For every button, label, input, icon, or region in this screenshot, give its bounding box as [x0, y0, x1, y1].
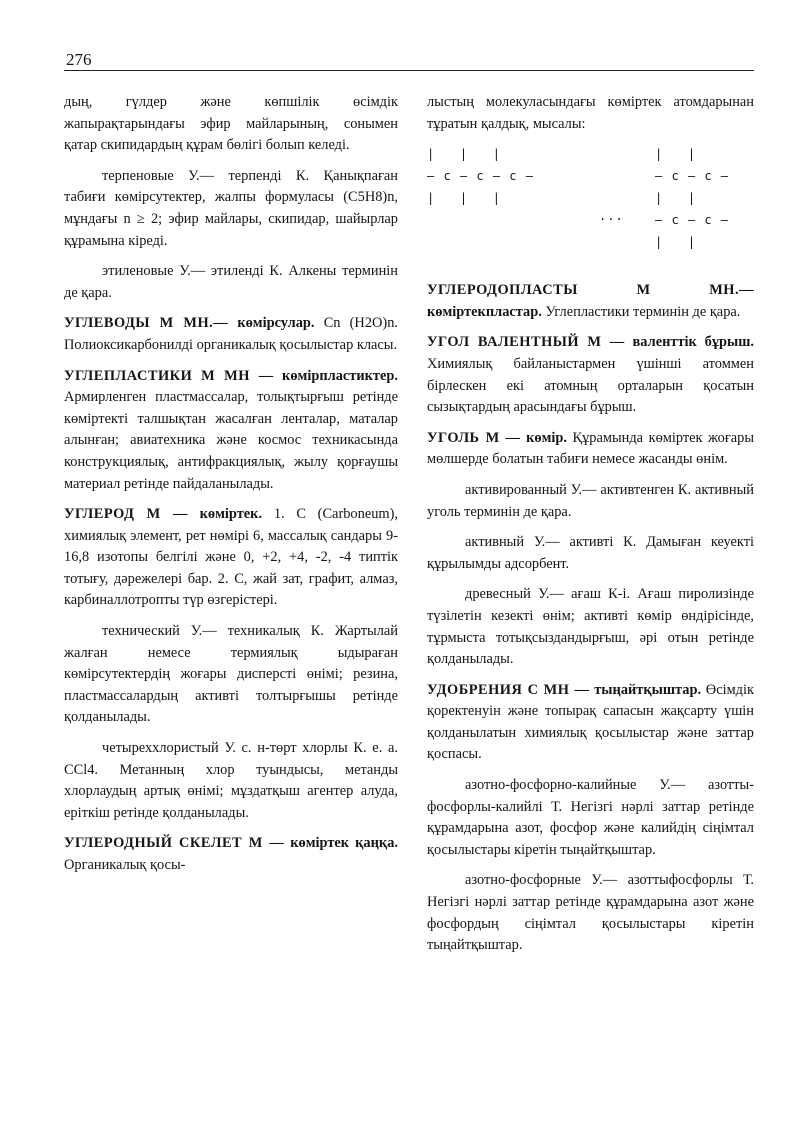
entry-translation: көмір.: [526, 429, 567, 446]
entry-translation: көміртекпластар.: [427, 303, 542, 320]
continued-text: [64, 92, 398, 157]
formula-ring-row2: — c — c —: [655, 213, 730, 228]
dictionary-entry: [427, 428, 754, 471]
sub-entry-term: активный У.—: [465, 534, 560, 551]
entry-headword: УГОЛ ВАЛЕНТНЫЙ М —: [427, 334, 625, 351]
entry-definition: Углепластики терминін де қара.: [545, 303, 741, 320]
right-column: [427, 92, 754, 966]
formula-ring-mid: | |: [655, 191, 697, 206]
dictionary-entry: [427, 280, 754, 323]
carbon-skeleton-formula: [427, 144, 754, 266]
sub-entry: [64, 166, 398, 252]
formula-chain-top: | | |: [427, 147, 502, 162]
dictionary-entry: [427, 332, 754, 418]
entry-definition: Құрамында көміртек жоғары мөлшерде болатын табиғи немесе жасанды өнім.: [427, 429, 754, 468]
entry-translation: көмірпластиктер.: [282, 367, 398, 384]
sub-entry-term: азотно-фосфорно-калийные У.—: [465, 777, 686, 794]
entry-translation: көмірсулар.: [237, 315, 315, 332]
sub-entry-term: четыреххлористый У. с.: [102, 740, 252, 757]
sub-entry: [427, 532, 754, 575]
sub-entry-term: этиленовые У.—: [102, 263, 206, 280]
sub-entry-definition: ағаш К-і. Ағаш пиролизінде түзілетін кезекті өнім; активті көмір өндірісінде, тұрмыста тотықсыздандырғыш, әрі отын ретінде қолданылады.: [427, 586, 754, 668]
sub-entry: [64, 738, 398, 824]
entry-headword: УГЛЕРОД М —: [64, 506, 188, 523]
entry-headword: УГЛЕРОДНЫЙ СКЕЛЕТ М —: [64, 835, 285, 852]
formula-chain-bot: | | |: [427, 191, 502, 206]
sub-entry-term: древесный У.—: [465, 586, 564, 603]
entry-headword: УГЛЕВОДЫ М МН.—: [64, 315, 229, 332]
dictionary-entry: [64, 504, 398, 612]
entry-headword: УГЛЕПЛАСТИКИ М МН —: [64, 367, 274, 384]
entry-translation: тыңайтқыштар.: [594, 681, 702, 698]
entry-headword: УГЛЕРОДОПЛАСТЫ М МН.—: [427, 282, 754, 299]
left-column: [64, 92, 398, 886]
sub-entry-term: азотно-фосфорные У.—: [465, 872, 618, 889]
formula-ring-top: | |: [655, 147, 697, 162]
entry-translation: көміртек қаңқа.: [290, 835, 398, 852]
sub-entry-definition: азоттыфосфорлы Т. Негізгі нәрлі заттар ретінде құрамдарына азот және фосфордың сіңімтал қосылыстары кіретін тыңайтқыштар.: [427, 872, 754, 954]
sub-entry: [427, 870, 754, 956]
sub-entry-term: технический У.—: [102, 623, 217, 640]
entry-definition: Армирленген пластмассалар, толықтырғыш ретінде көміртекті талшықтан жасалған ленталар, маталар алынған; авиатехника және космос техникасында конструкциялық, антифракциялық, жылу қорғаушы материал ретінде пайдаланылады.: [64, 389, 398, 492]
entry-definition: Өсімдік қоректенуін және топырақ сапасын жақсарту үшін қолданылатын химиялық қосылыстар және заттар қоспасы.: [427, 681, 754, 763]
entry-headword: УДОБРЕНИЯ С МН —: [427, 681, 590, 698]
sub-entry-term: терпеновые У.—: [102, 167, 214, 184]
sub-entry: [427, 480, 754, 523]
sub-entry: [64, 621, 398, 729]
continued-text: [427, 92, 754, 135]
sub-entry-definition: техникалық К. Жартылай жалған немесе термиялық ыдыраған көмірсутектердің жоғары дисперсті өнімі; резина, пластмассалардың активті толтырғышы ретінде қолданылады.: [64, 623, 398, 726]
entry-headword: УГОЛЬ М —: [427, 429, 521, 446]
entry-definition: Органикалық қосы-: [64, 857, 186, 873]
formula-ring-row1: — c — c —: [655, 169, 730, 184]
page-number: 276: [66, 50, 92, 69]
continued-text-content: лыстың молекуласындағы көміртек атомдарынан тұратын қалдық, мысалы:: [427, 94, 754, 132]
continued-text-content: дың, гүлдер және көпшілік өсімдік жапырақтарындағы эфир майларының, сонымен қатар скипидардың құрам бөлігі болып келеді.: [64, 94, 398, 154]
formula-ellipsis: ...: [599, 209, 624, 224]
sub-entry-definition: н-төрт хлорлы К. е. а. CCl4. Метанның хлор туындысы, метанды хлорлаудың артық өнімі; мұздатқыш агентер алуда, еріткіш ретінде қолданылады.: [64, 740, 398, 821]
entry-definition: 1. C (Carboneum), химиялық элемент, рет нөмірі 6, массалық сандары 9-16,8 изотопы белгілі және 0, +2, +4, -2, -4 типтік тотығу, дәрежелері бар. 2. C, жай зат, графит, алмаз, карбиналлотропты түр өзгерістері.: [64, 506, 398, 609]
header-rule: [64, 70, 754, 71]
sub-entry: [427, 775, 754, 861]
sub-entry-definition: активтенген К. активный уголь терминін де қара.: [427, 481, 754, 520]
sub-entry-definition: активті К. Дамыған кеуекті құрылымды адсорбент.: [427, 534, 754, 572]
sub-entry: [427, 584, 754, 670]
entry-definition: Cn (H2O)n. Полиоксикарбонилді органикалық қосылыстар класы.: [64, 315, 398, 353]
dictionary-entry: [427, 680, 754, 766]
entry-translation: валенттік бұрыш.: [632, 334, 754, 351]
dictionary-entry: [64, 366, 398, 496]
sub-entry: [64, 261, 398, 304]
entry-definition: Химиялық байланыстармен үшінші атоммен бірлескен екі атомның орталарын қосатын сызықтардың арасындағы бұрыш.: [427, 355, 754, 416]
dictionary-entry: [64, 313, 398, 356]
formula-ring-bot: | |: [655, 235, 697, 250]
sub-entry-term: активированный У.—: [465, 481, 597, 498]
entry-translation: көміртек.: [199, 506, 263, 523]
dictionary-entry: [64, 833, 398, 876]
sub-entry-definition: этиленді К. Алкены терминін де қара.: [64, 263, 398, 301]
sub-entry-definition: терпенді К. Қанықпаған табиғи көмірсутектер, жалпы формуласы (C5H8)n, мұндағы n ≥ 2; эфир майлары, скипидар, шайырлар құрамына кіреді.: [64, 167, 398, 249]
formula-chain-mid: — c — c — c —: [427, 169, 534, 184]
sub-entry-definition: азотты-фосфорлы-калийлі Т. Негізгі нәрлі заттар ретінде құрамдарына азот, фосфор және калийдің сіңімтал қосылыстары кіретін тыңайтқыштар.: [427, 777, 754, 858]
